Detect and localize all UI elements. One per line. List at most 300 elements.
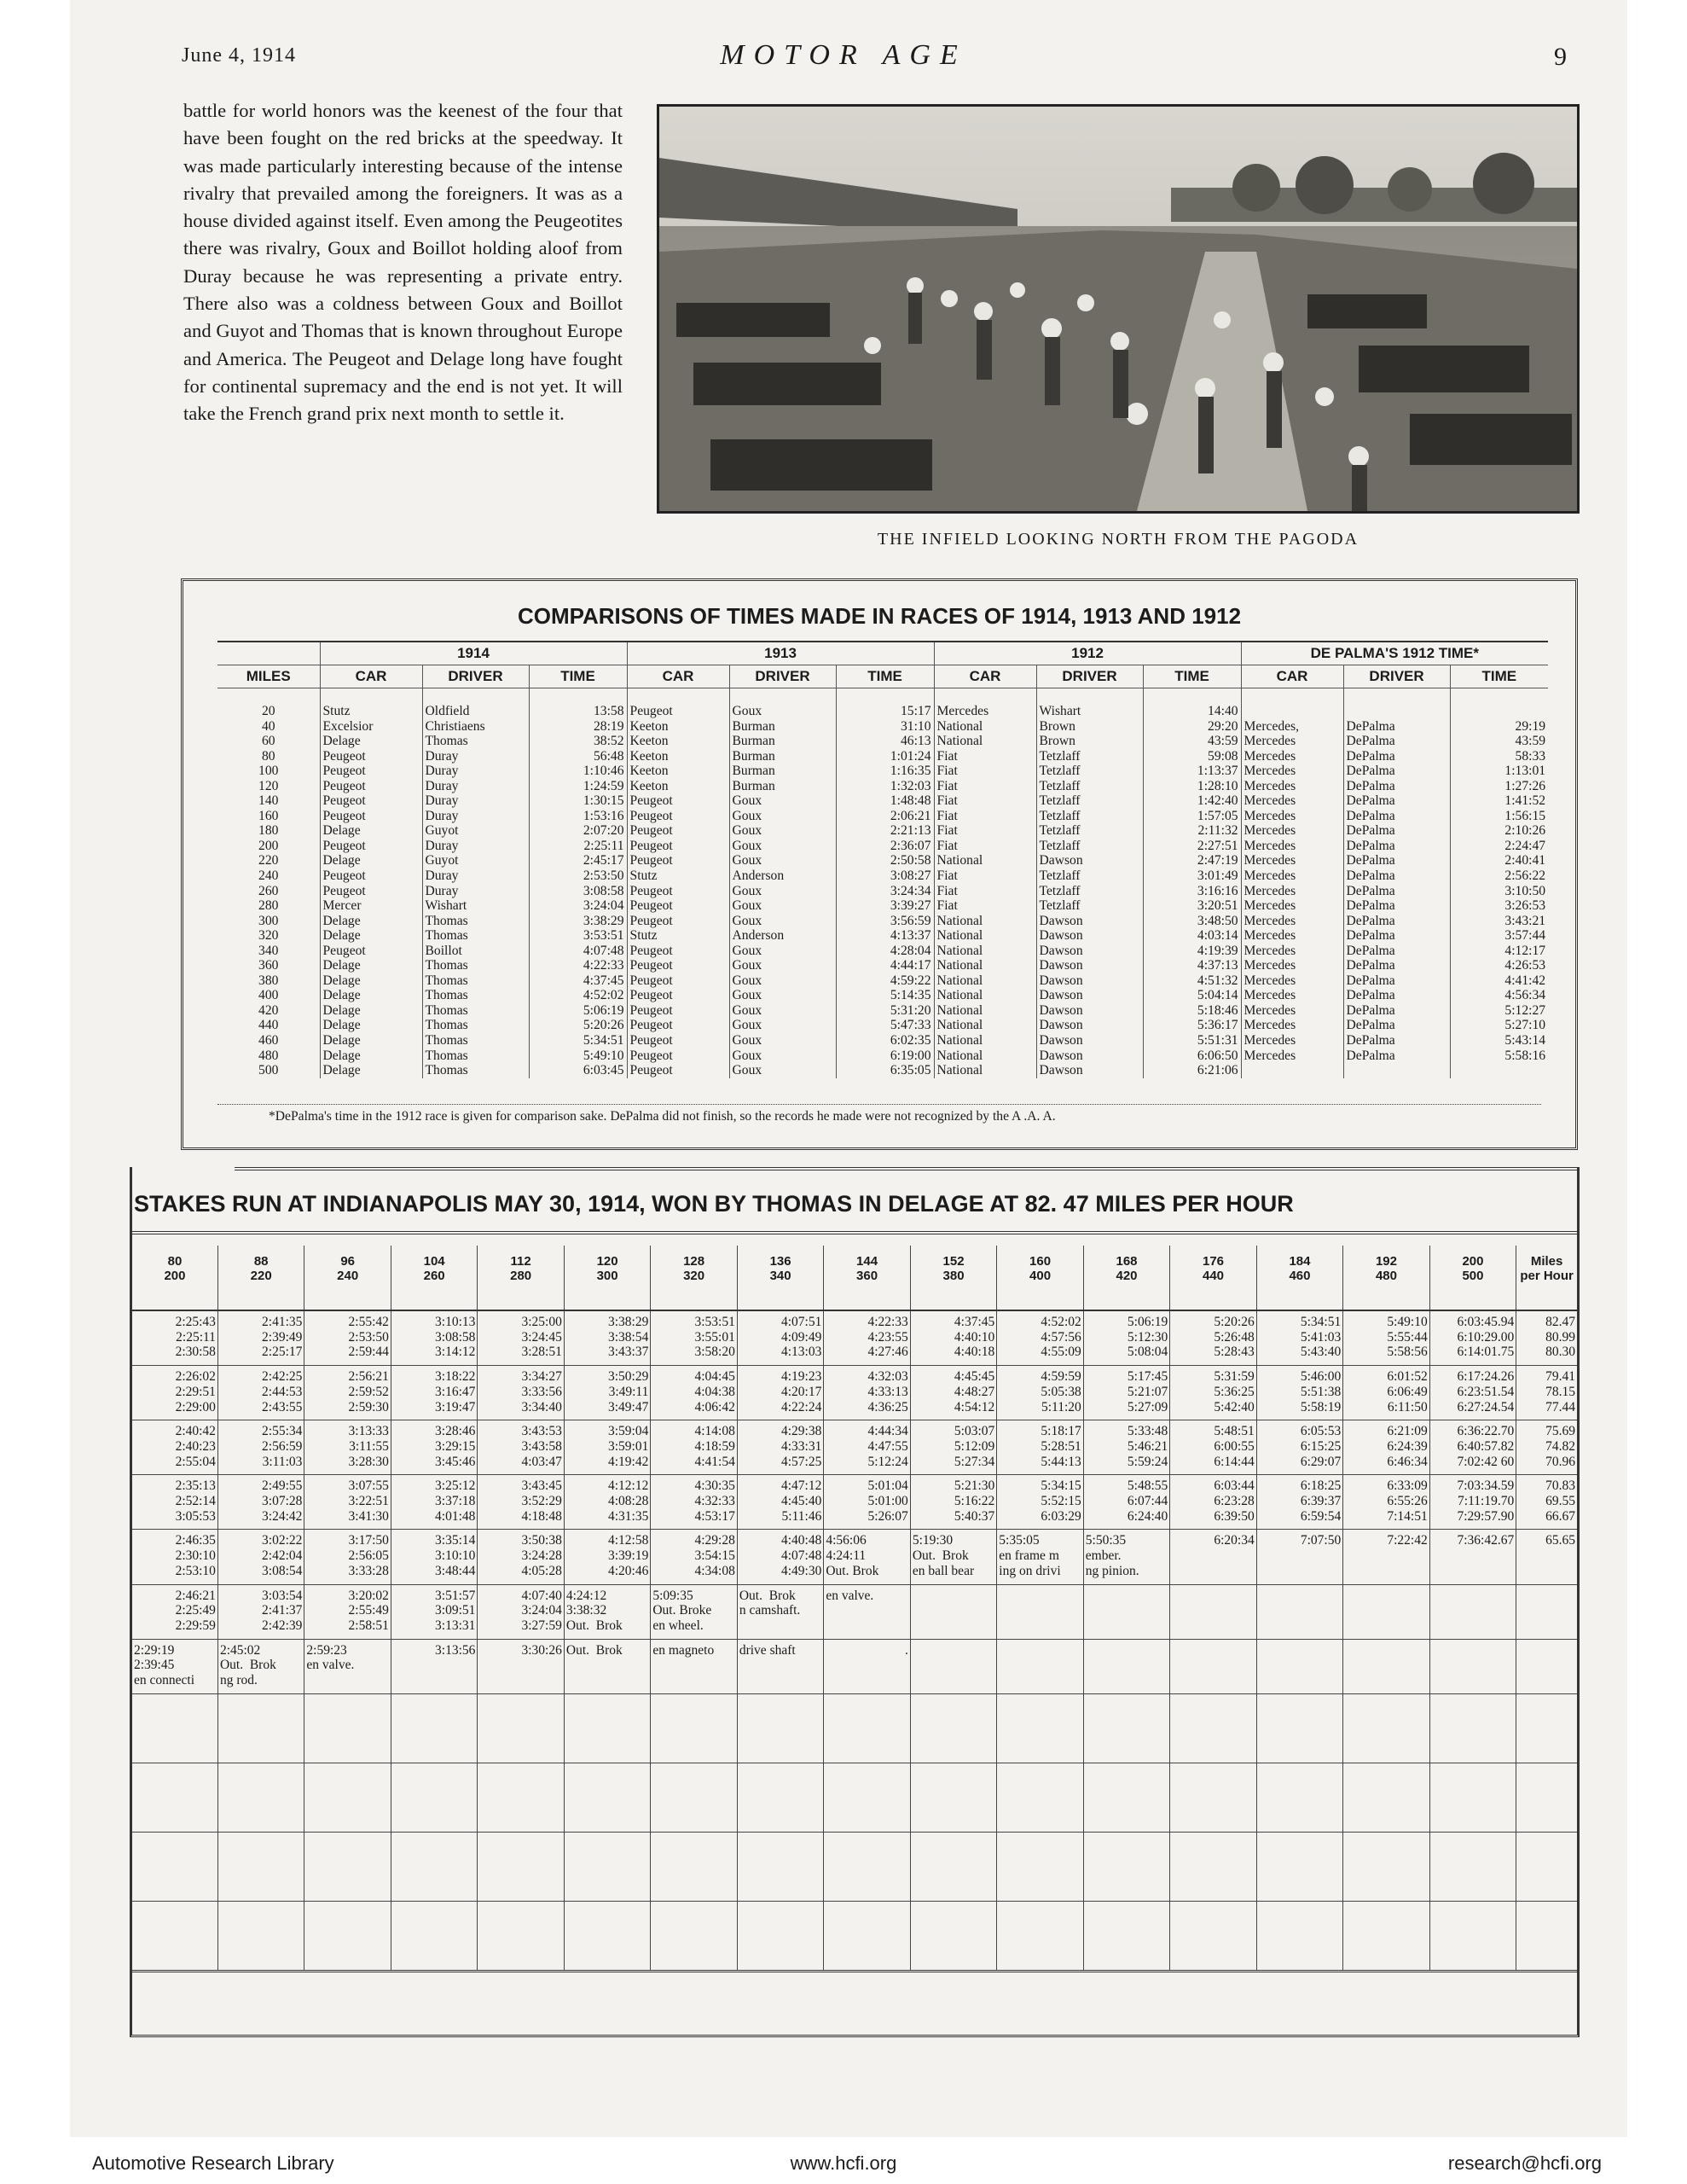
comparison-cell: 1:10:46: [529, 764, 627, 779]
stakes-cell: [1516, 1832, 1577, 1901]
stakes-cell-line: 4:55:09: [1041, 1345, 1081, 1360]
stakes-cell-line: 6:59:54: [1300, 1508, 1342, 1524]
stakes-cell-line: 3:55:01: [694, 1329, 735, 1345]
comparison-row: [217, 853, 1548, 868]
stakes-cell: [1256, 1530, 1342, 1584]
comparison-cell: Delage: [320, 853, 422, 868]
col-header-driver: DRIVER: [729, 665, 836, 688]
stakes-cell-line: 6:06:49: [1387, 1384, 1428, 1399]
comparison-cell: Excelsior: [320, 719, 422, 735]
stakes-cell: [1256, 1420, 1342, 1475]
stakes-cell-line: 5:12:24: [867, 1454, 908, 1469]
comparison-cell: 3:08:27: [836, 868, 934, 884]
stakes-cell: [737, 1475, 823, 1530]
stakes-cell-line: 6:14:01.75: [1457, 1345, 1515, 1360]
stakes-cell: [910, 1763, 996, 1832]
comparison-cell: Mercedes: [1241, 1003, 1343, 1019]
comparison-cell: 5:31:20: [836, 1003, 934, 1019]
comparison-cell: 2:07:20: [529, 823, 627, 839]
stakes-table-box: [130, 1167, 1580, 2037]
stakes-cell-line: 6:20:34: [1214, 1533, 1255, 1548]
stakes-cell-line: 4:06:42: [694, 1399, 735, 1414]
stakes-cell-line: 5:51:38: [1300, 1384, 1342, 1399]
comparison-cell: Mercedes: [1241, 928, 1343, 944]
stakes-cell-line: 4:30:35: [694, 1478, 735, 1494]
comparison-cell: Goux: [729, 823, 836, 839]
stakes-cell-line: 4:05:28: [521, 1563, 562, 1578]
stakes-cell-line: 3:54:15: [694, 1548, 735, 1564]
stakes-cell-line: 77.44: [1545, 1399, 1575, 1414]
stakes-cell: [564, 1832, 650, 1901]
stakes-cell: [1256, 1763, 1342, 1832]
stakes-cell-line: 3:09:51: [435, 1603, 476, 1618]
comparison-cell: 460: [258, 1033, 279, 1048]
comparison-cell: Dawson: [1036, 1018, 1143, 1033]
stakes-cell: [1083, 1366, 1169, 1420]
comparison-cell: [1450, 704, 1548, 719]
stakes-cell: [1083, 1763, 1169, 1832]
stakes-cell-line: 4:57:25: [780, 1454, 822, 1469]
comparison-cell: National: [934, 734, 1036, 749]
stakes-cell-line: 5:41:03: [1300, 1329, 1342, 1345]
stakes-cell: [910, 1693, 996, 1763]
comparison-cell: Goux: [729, 1003, 836, 1019]
stakes-header-line: 96: [340, 1254, 355, 1269]
comparison-cell: 2:47:19: [1143, 853, 1241, 868]
comparison-cell: 4:56:34: [1450, 988, 1548, 1003]
comparison-cell: Tetzlaff: [1036, 809, 1143, 824]
year-header: 1912: [934, 642, 1241, 665]
stakes-cell: [997, 1475, 1083, 1530]
comparison-row: [217, 1033, 1548, 1048]
comparison-cell: Fiat: [934, 839, 1036, 854]
stakes-cell: [1256, 1693, 1342, 1763]
stakes-cell-line: 5:44:13: [1041, 1454, 1081, 1469]
comparison-row: [217, 1003, 1548, 1019]
comparison-cell: 4:41:42: [1450, 973, 1548, 989]
comparison-cell: 3:10:50: [1450, 884, 1548, 899]
comparison-cell: Duray: [422, 884, 529, 899]
stakes-cell-line: 4:04:45: [694, 1369, 735, 1385]
comparison-cell: Peugeot: [627, 944, 729, 959]
stakes-cell: [651, 1763, 737, 1832]
stakes-cell: [391, 1475, 477, 1530]
stakes-cell: [1170, 1639, 1256, 1693]
stakes-cell-line: 4:29:38: [780, 1424, 822, 1439]
comparison-cell: Goux: [729, 1048, 836, 1064]
stakes-cell: [1256, 1475, 1342, 1530]
stakes-cell-line: 6:15:25: [1300, 1438, 1342, 1454]
comparison-cell: DePalma: [1343, 928, 1450, 944]
comparison-cell: Delage: [320, 988, 422, 1003]
comparison-cell: National: [934, 988, 1036, 1003]
stakes-cell-line: 4:07:40: [521, 1588, 562, 1603]
comparison-cell: 29:20: [1143, 719, 1241, 735]
stakes-cell-line: 3:30:26: [521, 1642, 562, 1658]
stakes-cell: [1343, 1475, 1429, 1530]
comparison-cell: National: [934, 1048, 1036, 1064]
comparison-cell: Delage: [320, 914, 422, 929]
comparison-cell: DePalma: [1343, 853, 1450, 868]
comparison-cell: Delage: [320, 1048, 422, 1064]
comparison-cell: DePalma: [1343, 973, 1450, 989]
stakes-cell: [304, 1584, 391, 1639]
stakes-cell-line: 5:42:40: [1214, 1399, 1255, 1414]
stakes-cell-line: Out. Brok: [826, 1563, 879, 1578]
stakes-header-line: 104: [423, 1254, 445, 1269]
comparison-cell: 2:40:41: [1450, 853, 1548, 868]
comparison-cell: 3:48:50: [1143, 914, 1241, 929]
stakes-cell-line: 2:25:17: [262, 1345, 303, 1360]
article-paragraph: battle for world honors was the keenest of the four that have been fought on the red bricks at the speedway. It was made particularly interesting because of the intense rivalry that prevailed among the foreigners. It was as a house divided against itself. Even among the Peugeotites there was rivalry, Goux and Boillot holding aloof from Duray because he was representing a private entry. There also was a coldness between Goux and Boillot and Guyot and Thomas that is known throughout Europe and America. The Peugeot and Delage long have fought for continental supremacy and the end is not yet. It will take the French grand prix next month to settle it.: [183, 100, 623, 425]
stakes-header-cell: [737, 1246, 823, 1310]
stakes-cell: [1170, 1832, 1256, 1901]
stakes-cell-line: 4:48:27: [954, 1384, 995, 1399]
stakes-cell-line: 5:50:35: [1085, 1533, 1127, 1548]
comparison-row: [217, 988, 1548, 1003]
article-text: [183, 97, 623, 428]
stakes-cell-line: 5:49:10: [1387, 1315, 1428, 1329]
comparison-cell: 6:35:05: [836, 1063, 934, 1078]
stakes-cell-line: 4:37:45: [954, 1315, 995, 1329]
comparison-cell: 2:21:13: [836, 823, 934, 839]
comparison-cell: 3:24:34: [836, 884, 934, 899]
stakes-cell: [391, 1310, 477, 1366]
stakes-cell-line: 5:09:35: [652, 1588, 693, 1603]
comparison-row: [217, 898, 1548, 914]
stakes-cell: [737, 1763, 823, 1832]
stakes-cell: [651, 1310, 737, 1366]
comparison-row: [217, 793, 1548, 809]
stakes-cell-line: 3:50:29: [607, 1369, 649, 1385]
comparison-cell: Peugeot: [627, 809, 729, 824]
stakes-cell: [910, 1366, 996, 1420]
stakes-cell: [1083, 1639, 1169, 1693]
stakes-cell: [1083, 1475, 1169, 1530]
comparison-cell: Peugeot: [627, 973, 729, 989]
stakes-cell-line: 4:47:12: [780, 1478, 822, 1494]
stakes-cell-line: 3:38:32: [565, 1603, 607, 1618]
comparison-cell: Mercedes: [1241, 764, 1343, 779]
stakes-cell: [1516, 1639, 1577, 1693]
stakes-cell-line: 82.47: [1545, 1315, 1575, 1329]
stakes-cell: [132, 1475, 217, 1530]
comparison-cell: 59:08: [1143, 749, 1241, 764]
stakes-cell-line: 3:16:47: [435, 1384, 476, 1399]
stakes-cell-line: 3:34:27: [521, 1369, 562, 1385]
stakes-cell-line: 4:24:11: [826, 1548, 867, 1564]
comparison-cell: 6:19:00: [836, 1048, 934, 1064]
comparison-cell: DePalma: [1343, 988, 1450, 1003]
stakes-cell: [824, 1584, 910, 1639]
stakes-cell-line: 2:40:42: [175, 1424, 216, 1439]
stakes-cell-line: 4:56:06: [826, 1533, 867, 1548]
comparison-cell: 4:37:45: [529, 973, 627, 989]
comparison-cell: 5:49:10: [529, 1048, 627, 1064]
stakes-cell: [304, 1420, 391, 1475]
comparison-cell: Duray: [422, 764, 529, 779]
stakes-cell-line: ember.: [1085, 1548, 1122, 1564]
stakes-cell-line: 2:30:58: [175, 1345, 216, 1360]
stakes-cell-line: 5:01:04: [867, 1478, 908, 1494]
comparison-cell: Dawson: [1036, 853, 1143, 868]
stakes-cell: [304, 1366, 391, 1420]
comparison-cell: Dawson: [1036, 944, 1143, 959]
stakes-cell-line: 2:55:34: [262, 1424, 303, 1439]
stakes-header-line: 120: [596, 1254, 618, 1269]
depalma-header: DE PALMA'S 1912 TIME*: [1241, 642, 1548, 665]
comparison-cell: Peugeot: [627, 823, 729, 839]
comparison-cell: Delage: [320, 734, 422, 749]
stakes-cell: [391, 1832, 477, 1901]
comparison-cell: Goux: [729, 958, 836, 973]
stakes-cell-line: 4:01:48: [435, 1508, 476, 1524]
stakes-cell-line: 4:19:42: [607, 1454, 649, 1469]
comparison-cell: 4:03:14: [1143, 928, 1241, 944]
comparison-row: [217, 719, 1548, 735]
stakes-cell-line: 2:29:59: [175, 1618, 216, 1633]
comparison-cell: Tetzlaff: [1036, 884, 1143, 899]
comparison-cell: Fiat: [934, 809, 1036, 824]
stakes-cell: [910, 1584, 996, 1639]
stakes-cell: [737, 1530, 823, 1584]
col-header-time: TIME: [529, 665, 627, 688]
footer-library: Automotive Research Library: [92, 2152, 334, 2174]
stakes-header-line: 80: [167, 1254, 183, 1269]
stakes-cell: [1083, 1693, 1169, 1763]
stakes-cell: [1170, 1693, 1256, 1763]
comparison-cell: National: [934, 1063, 1036, 1078]
stakes-cell-line: 6:46:34: [1387, 1454, 1428, 1469]
stakes-cell-line: 3:03:54: [262, 1588, 303, 1603]
comparison-cell: Brown: [1036, 719, 1143, 735]
comparison-cell: DePalma: [1343, 958, 1450, 973]
comparison-row: [217, 823, 1548, 839]
stakes-cell: [651, 1530, 737, 1584]
stakes-cell-line: 5:31:59: [1214, 1369, 1255, 1385]
comparison-cell: 3:53:51: [529, 928, 627, 944]
stakes-header-line: 300: [596, 1269, 618, 1283]
stakes-cell-line: 2:29:51: [175, 1384, 216, 1399]
comparison-cell: Brown: [1036, 734, 1143, 749]
comparison-cell: Peugeot: [627, 1018, 729, 1033]
stakes-cell-line: 4:32:03: [867, 1369, 908, 1385]
comparison-cell: 5:51:31: [1143, 1033, 1241, 1048]
stakes-cell: [651, 1832, 737, 1901]
comparison-cell: Fiat: [934, 779, 1036, 794]
comparison-row: [217, 914, 1548, 929]
stakes-cell-line: 2:30:10: [175, 1548, 216, 1564]
stakes-cell-line: 3:39:19: [607, 1548, 649, 1564]
stakes-cell-line: 3:24:28: [521, 1548, 562, 1564]
comparison-cell: Mercedes,: [1241, 719, 1343, 735]
page-number: 9: [1554, 43, 1567, 71]
stakes-cell-line: 4:12:58: [607, 1533, 649, 1548]
stakes-cell-line: 6:55:26: [1387, 1494, 1428, 1509]
comparison-cell: Peugeot: [627, 884, 729, 899]
comparison-cell: 1:13:01: [1450, 764, 1548, 779]
stakes-cell-line: 5:34:15: [1041, 1478, 1081, 1494]
stakes-cell-line: 5:06:19: [1127, 1315, 1168, 1329]
comparison-cell: Mercedes: [1241, 734, 1343, 749]
comparison-row: [217, 764, 1548, 779]
stakes-cell: [651, 1639, 737, 1693]
stakes-cell-line: drive shaft: [739, 1642, 796, 1658]
stakes-cell: [997, 1763, 1083, 1832]
comparison-cell: Keeton: [627, 749, 729, 764]
comparison-cell: Stutz: [627, 928, 729, 944]
comparison-cell: 4:12:17: [1450, 944, 1548, 959]
comparison-cell: Delage: [320, 958, 422, 973]
stakes-header-line: 200: [1462, 1254, 1484, 1269]
comparison-cell: 4:26:53: [1450, 958, 1548, 973]
comparison-cell: 1:56:15: [1450, 809, 1548, 824]
comparison-cell: Keeton: [627, 734, 729, 749]
comparison-cell: 20: [261, 704, 275, 718]
comparison-cell: Fiat: [934, 793, 1036, 809]
stakes-cell: [737, 1901, 823, 1971]
stakes-cell: [910, 1310, 996, 1366]
comparison-cell: National: [934, 914, 1036, 929]
stakes-cell-line: 5:26:07: [867, 1508, 908, 1524]
comparison-cell: 2:25:11: [529, 839, 627, 854]
stakes-cell-line: 5:34:51: [1300, 1315, 1342, 1329]
stakes-cell-line: 2:52:14: [175, 1494, 216, 1509]
stakes-cell-line: 5:28:43: [1214, 1345, 1255, 1360]
stakes-header-line: 280: [510, 1269, 532, 1283]
comparison-cell: Keeton: [627, 779, 729, 794]
comparison-cell: Duray: [422, 868, 529, 884]
stakes-cell-line: 2:35:13: [175, 1478, 216, 1494]
comparison-cell: Thomas: [422, 958, 529, 973]
stakes-cell-line: 6:23:28: [1214, 1494, 1255, 1509]
stakes-cell-line: 5:12:09: [954, 1438, 995, 1454]
col-header-car: CAR: [934, 665, 1036, 688]
stakes-cell: [1516, 1763, 1577, 1832]
stakes-cell: [824, 1475, 910, 1530]
stakes-cell-line: 2:59:30: [348, 1399, 389, 1414]
comparison-cell: Thomas: [422, 973, 529, 989]
comparison-cell: DePalma: [1343, 868, 1450, 884]
stakes-cell: [1343, 1310, 1429, 1366]
stakes-cell: [997, 1693, 1083, 1763]
stakes-cell: [1170, 1366, 1256, 1420]
comparison-cell: DePalma: [1343, 839, 1450, 854]
comparison-cell: Duray: [422, 749, 529, 764]
stakes-cell-line: 6:39:50: [1214, 1508, 1255, 1524]
stakes-cell: [304, 1763, 391, 1832]
comparison-cell: Duray: [422, 779, 529, 794]
stakes-cell-line: 6:03:44: [1214, 1478, 1255, 1494]
comparison-cell: National: [934, 928, 1036, 944]
comparison-cell: Tetzlaff: [1036, 823, 1143, 839]
comparison-cell: 43:59: [1450, 734, 1548, 749]
stakes-cell-line: 2:55:49: [348, 1603, 389, 1618]
comparison-cell: 43:59: [1143, 734, 1241, 749]
comparison-cell: Thomas: [422, 1003, 529, 1019]
infield-photo: [657, 104, 1580, 514]
stakes-cell-line: 4:33:13: [867, 1384, 908, 1399]
stakes-cell-line: 3:28:46: [435, 1424, 476, 1439]
comparison-cell: Mercedes: [1241, 749, 1343, 764]
stakes-cell: [391, 1763, 477, 1832]
stakes-cell-line: 5:36:25: [1214, 1384, 1255, 1399]
comparison-cell: DePalma: [1343, 793, 1450, 809]
stakes-cell: [737, 1420, 823, 1475]
stakes-cell: [132, 1530, 217, 1584]
comparison-cell: Mercedes: [1241, 793, 1343, 809]
comparison-cell: Oldfield: [422, 704, 529, 719]
stakes-cell: [217, 1763, 304, 1832]
stakes-cell-line: Out. Broke: [652, 1603, 712, 1618]
stakes-cell-line: 3:34:40: [521, 1399, 562, 1414]
stakes-header-cell: [391, 1246, 477, 1310]
comparison-cell: Thomas: [422, 734, 529, 749]
stakes-cell: [1256, 1366, 1342, 1420]
stakes-cell: [1429, 1763, 1516, 1832]
comparison-cell: 1:28:10: [1143, 779, 1241, 794]
stakes-header-line: 380: [942, 1269, 965, 1283]
comparison-cell: Goux: [729, 988, 836, 1003]
comparison-cell: 180: [258, 823, 279, 839]
stakes-cell: [304, 1832, 391, 1901]
stakes-cell-line: en ball bear: [912, 1563, 975, 1578]
stakes-cell-line: 5:11:46: [781, 1508, 822, 1524]
stakes-cell: [564, 1420, 650, 1475]
footer-email-link[interactable]: research@hcfi.org: [1447, 2152, 1602, 2174]
stakes-cell-line: 5:52:15: [1041, 1494, 1081, 1509]
stakes-header-line: per Hour: [1520, 1269, 1574, 1283]
stakes-row: [132, 1420, 1577, 1475]
stakes-cell: [478, 1832, 564, 1901]
stakes-cell: [910, 1420, 996, 1475]
comparison-cell: Thomas: [422, 1063, 529, 1078]
stakes-cell-line: ng pinion.: [1085, 1563, 1139, 1578]
comparison-cell: DePalma: [1343, 809, 1450, 824]
stakes-cell-line: 3:59:04: [607, 1424, 649, 1439]
stakes-cell-line: 3:13:31: [435, 1618, 476, 1633]
stakes-header-line: 136: [769, 1254, 791, 1269]
stakes-header-line: 500: [1462, 1269, 1484, 1283]
comparison-cell: Peugeot: [627, 1063, 729, 1078]
stakes-cell-line: 4:36:25: [867, 1399, 908, 1414]
stakes-cell: [132, 1420, 217, 1475]
comparison-cell: Mercedes: [1241, 1018, 1343, 1033]
stakes-cell-line: 4:33:31: [780, 1438, 822, 1454]
stakes-cell: [132, 1310, 217, 1366]
comparison-cell: Thomas: [422, 1018, 529, 1033]
comparison-cell: 2:56:22: [1450, 868, 1548, 884]
stakes-cell-line: 5:28:51: [1041, 1438, 1081, 1454]
stakes-cell-line: 5:43:40: [1300, 1345, 1342, 1360]
col-header-car: CAR: [627, 665, 729, 688]
comparison-cell: DePalma: [1343, 898, 1450, 914]
stakes-cell: [910, 1530, 996, 1584]
footer-website-link[interactable]: www.hcfi.org: [790, 2152, 897, 2174]
comparison-cell: Peugeot: [320, 764, 422, 779]
comparison-cell: DePalma: [1343, 944, 1450, 959]
stakes-cell: [997, 1310, 1083, 1366]
stakes-cell: [1516, 1310, 1577, 1366]
stakes-cell: [737, 1366, 823, 1420]
comparison-cell: Goux: [729, 884, 836, 899]
comparison-cell: Tetzlaff: [1036, 764, 1143, 779]
stakes-cell-line: 5:21:07: [1127, 1384, 1168, 1399]
stakes-cell-line: 4:08:28: [607, 1494, 649, 1509]
stakes-cell-line: 5:33:48: [1127, 1424, 1168, 1439]
stakes-cell-line: 3:35:14: [435, 1533, 476, 1548]
stakes-cell: [478, 1901, 564, 1971]
